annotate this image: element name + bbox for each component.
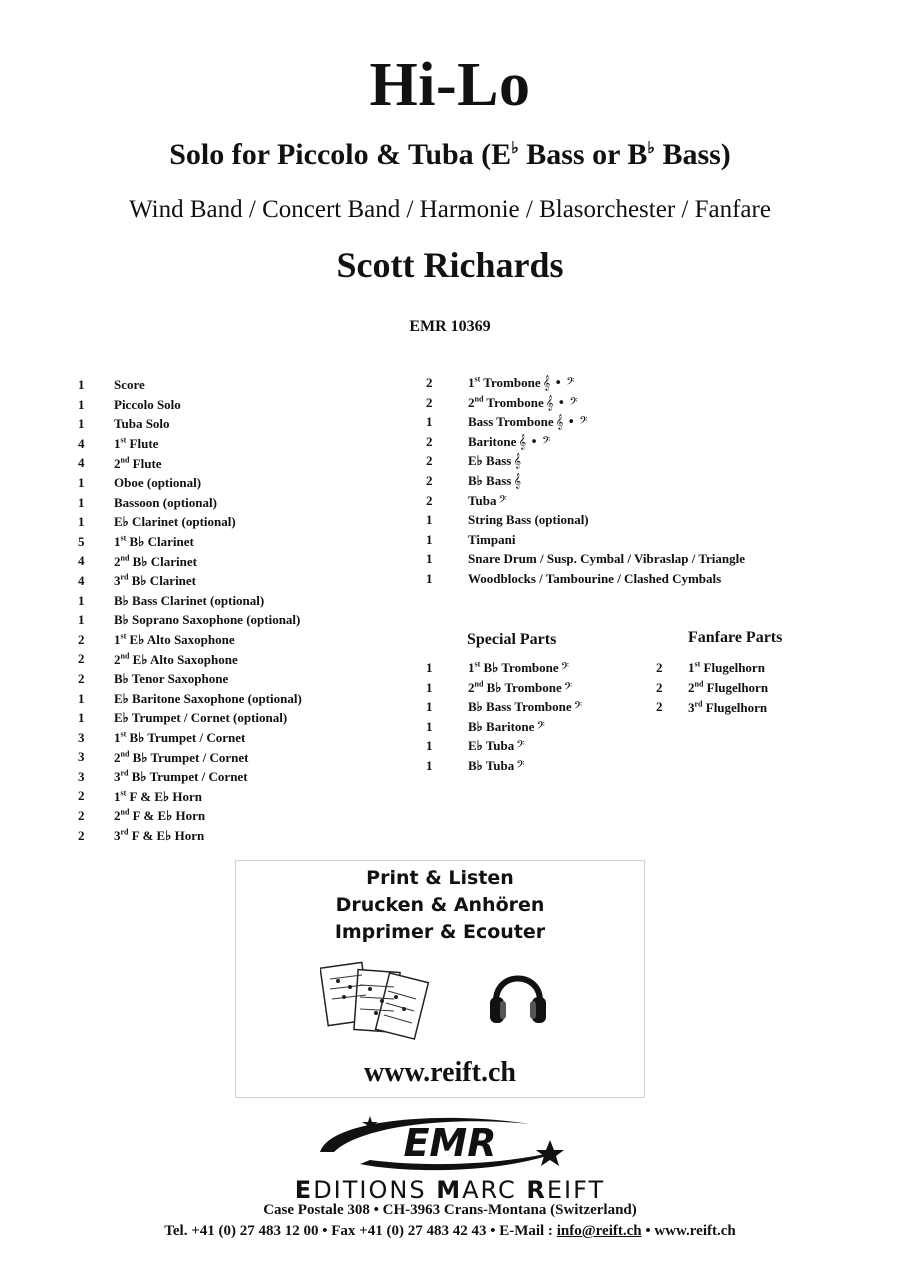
sheet-music-icon [320, 957, 430, 1047]
part-name [114, 769, 248, 785]
part-row [78, 828, 378, 848]
part-name [114, 573, 196, 589]
part-row [78, 808, 378, 828]
part-name [114, 749, 248, 765]
part-name [688, 699, 767, 715]
part-row [78, 495, 378, 515]
part-quantity: 1 [426, 699, 433, 715]
part-quantity: 1 [426, 531, 433, 547]
special-parts-heading: Special Parts [467, 631, 557, 648]
part-quantity: 4 [78, 553, 85, 569]
part-row [426, 395, 826, 415]
fanfare-part-row [656, 699, 856, 719]
special-part-row [426, 738, 646, 758]
publisher-contact [0, 1223, 900, 1240]
part-quantity: 1 [426, 757, 433, 773]
part-name [468, 453, 521, 469]
part-quantity: 1 [78, 612, 85, 628]
clef-icon: 𝄢 [563, 680, 573, 696]
part-label: 2nd B♭ Trumpet / Cornet [114, 749, 249, 765]
part-quantity: 2 [78, 631, 85, 647]
part-row [78, 730, 378, 750]
part-quantity: 1 [426, 679, 433, 695]
clef-icon: 𝄞 [513, 473, 522, 489]
part-label: B♭ Tuba [468, 757, 515, 773]
logo-text: EMR [403, 1121, 497, 1165]
part-label: E♭ Tuba [468, 738, 515, 754]
part-label: 2nd B♭ Trombone [468, 679, 562, 695]
part-quantity: 2 [656, 660, 663, 675]
print-listen-box [235, 860, 645, 1098]
part-quantity: 2 [78, 788, 85, 804]
part-name [468, 473, 521, 489]
part-label: 3rd B♭ Clarinet [114, 572, 197, 589]
part-quantity: 2 [78, 808, 85, 824]
part-row [78, 397, 378, 417]
part-label: 1st F & E♭ Horn [114, 788, 202, 804]
contact-phone-fax: Tel. +41 (0) 27 483 12 00 • Fax +41 (0) 27 483 42 43 • E-Mail : [164, 1223, 557, 1239]
part-quantity: 2 [78, 670, 85, 686]
part-name [468, 551, 745, 567]
part-label: B♭ Bass [468, 472, 512, 488]
part-label: 3rd Flugelhorn [688, 699, 768, 715]
part-name [114, 436, 158, 452]
catalog-number: EMR 10369 [409, 318, 491, 335]
part-label: E♭ Baritone Saxophone (optional) [114, 690, 302, 706]
part-row [78, 416, 378, 436]
part-label: 2nd Flugelhorn [688, 679, 769, 695]
part-row [78, 436, 378, 456]
clef-icon: 𝄢 [498, 493, 507, 509]
clef-icon: 𝄞 • 𝄢 [542, 376, 575, 392]
part-quantity: 1 [78, 494, 85, 510]
part-name [688, 680, 768, 696]
part-label: 2nd Trombone [468, 394, 544, 410]
part-name [114, 612, 300, 628]
part-quantity: 1 [78, 474, 85, 490]
part-quantity: 1 [426, 660, 433, 675]
part-label: 3rd B♭ Trumpet / Cornet [114, 768, 248, 785]
part-row [78, 691, 378, 711]
contact-website: • www.reift.ch [641, 1223, 736, 1239]
part-quantity: 2 [426, 433, 433, 449]
part-name [114, 828, 204, 844]
part-row [426, 375, 826, 395]
part-quantity: 2 [426, 453, 433, 469]
part-label: String Bass (optional) [468, 512, 589, 528]
publisher-initial-r: R [526, 1176, 547, 1204]
special-parts-list [426, 660, 646, 778]
part-label: Snare Drum / Susp. Cymbal / Vibraslap / Triangle [468, 551, 746, 567]
part-row [78, 651, 378, 671]
part-label: E♭ Trumpet / Cornet (optional) [114, 710, 288, 726]
clef-icon: 𝄢 [573, 700, 583, 716]
part-row [78, 710, 378, 730]
special-part-row [426, 660, 646, 680]
part-quantity: 2 [656, 699, 663, 715]
part-quantity: 4 [78, 455, 85, 471]
part-name [114, 632, 235, 648]
part-quantity: 1 [426, 718, 433, 734]
part-row [426, 532, 826, 552]
part-quantity: 1 [426, 512, 433, 528]
special-part-row [426, 719, 646, 739]
fanfare-part-row [656, 680, 856, 700]
part-quantity: 5 [78, 533, 85, 549]
part-label: Woodblocks / Tambourine / Clashed Cymbals [468, 570, 722, 586]
part-label: B♭ Tenor Saxophone [114, 670, 229, 686]
part-quantity: 3 [78, 768, 85, 784]
part-row [78, 475, 378, 495]
part-name [114, 671, 228, 687]
part-row [426, 493, 826, 513]
clef-icon: 𝄢 [536, 719, 545, 735]
part-row [78, 514, 378, 534]
part-row [426, 473, 826, 493]
part-row [426, 414, 826, 434]
part-name [468, 493, 507, 509]
part-name [114, 808, 205, 824]
part-quantity: 1 [78, 396, 85, 412]
part-label: 1st Trombone [468, 375, 541, 391]
part-quantity: 2 [78, 827, 85, 843]
part-name [114, 710, 287, 726]
flat-sign: ♭ [647, 140, 655, 157]
part-label: B♭ Soprano Saxophone (optional) [114, 612, 301, 628]
part-quantity: 1 [78, 690, 85, 706]
part-quantity: 1 [426, 570, 433, 586]
part-row [78, 573, 378, 593]
part-name [468, 434, 550, 450]
part-label: 1st E♭ Alto Saxophone [114, 631, 235, 648]
part-label: Bass Trombone [468, 414, 554, 430]
part-quantity: 1 [78, 592, 85, 608]
fanfare-part-row [656, 660, 856, 680]
part-quantity: 2 [656, 679, 663, 695]
part-label: 1st B♭ Clarinet [114, 533, 194, 550]
part-name [468, 719, 545, 735]
part-quantity: 1 [78, 710, 85, 726]
clef-icon: 𝄢 [560, 661, 570, 677]
part-label: B♭ Bass Trombone [468, 699, 572, 715]
part-name [468, 699, 582, 715]
part-quantity: 1 [78, 416, 85, 432]
promo-line-french: Imprimer & Ecouter [334, 921, 546, 943]
part-name [114, 553, 197, 569]
part-row [78, 534, 378, 554]
part-name [468, 738, 525, 754]
piece-subtitle [0, 138, 900, 172]
part-quantity: 2 [426, 394, 433, 410]
part-name [114, 514, 236, 530]
part-row [78, 749, 378, 769]
subtitle-part-3: Bass) [654, 138, 731, 171]
headphones-icon [486, 957, 550, 1031]
part-name [468, 395, 578, 411]
part-label: Oboe (optional) [114, 474, 202, 490]
emr-logo [300, 1106, 600, 1176]
part-name [114, 730, 245, 746]
part-row [426, 512, 826, 532]
part-row [78, 553, 378, 573]
part-label: 2nd B♭ Clarinet [114, 553, 197, 569]
part-label: 1st B♭ Trombone [468, 660, 559, 676]
part-label: 1st B♭ Trumpet / Cornet [114, 729, 246, 746]
part-label: 2nd E♭ Alto Saxophone [114, 651, 238, 667]
part-name [468, 660, 569, 676]
special-part-row [426, 680, 646, 700]
flat-sign: ♭ [511, 140, 519, 157]
promo-line-english: Print & Listen [366, 867, 514, 889]
promo-line-german: Drucken & Anhören [335, 894, 545, 916]
website-url[interactable]: www.reift.ch [364, 1057, 516, 1088]
part-name [468, 512, 589, 528]
part-row [78, 455, 378, 475]
part-label: 1st Flugelhorn [688, 660, 765, 676]
part-name [114, 377, 145, 393]
part-label: Timpani [468, 531, 516, 547]
part-label: 2nd Flute [114, 455, 162, 471]
part-row [78, 612, 378, 632]
composer-name: Scott Richards [336, 245, 564, 285]
clef-icon: 𝄞 [513, 454, 522, 470]
part-name [114, 788, 202, 804]
part-quantity: 1 [426, 551, 433, 567]
part-quantity: 3 [78, 749, 85, 765]
parts-list-right [426, 375, 826, 591]
clef-icon: 𝄢 [516, 758, 525, 774]
parts-list-left [78, 377, 378, 847]
part-label: 1st Flute [114, 435, 159, 452]
part-row [78, 593, 378, 613]
part-row [426, 434, 826, 454]
part-name [114, 455, 162, 471]
part-quantity: 3 [78, 729, 85, 745]
part-name [468, 680, 572, 696]
publisher-initial-e: E [294, 1176, 314, 1204]
part-name [468, 532, 515, 548]
part-quantity: 1 [426, 414, 433, 430]
clef-icon: 𝄞 • 𝄢 [518, 434, 551, 450]
part-name [114, 651, 238, 667]
part-row [78, 788, 378, 808]
clef-icon: 𝄞 • 𝄢 [545, 395, 578, 411]
part-quantity: 2 [426, 492, 433, 508]
part-name [468, 375, 575, 391]
publisher-word-1: DITIONS [313, 1176, 437, 1204]
part-label: Tuba [468, 492, 497, 508]
part-label: Bassoon (optional) [114, 494, 217, 510]
part-row [426, 551, 826, 571]
part-quantity: 4 [78, 572, 85, 588]
email-link[interactable]: info@reift.ch [556, 1223, 642, 1239]
part-row [426, 453, 826, 473]
part-name [468, 758, 525, 774]
special-part-row [426, 699, 646, 719]
publisher-address: Case Postale 308 • CH-3963 Crans-Montana (Switzerland) [263, 1202, 637, 1218]
fanfare-parts-list [656, 660, 856, 719]
part-name [468, 414, 588, 430]
part-row [78, 632, 378, 652]
part-quantity: 1 [78, 377, 85, 392]
part-name [688, 660, 765, 676]
part-label: B♭ Baritone [468, 718, 535, 734]
part-label: Score [114, 377, 145, 392]
ensemble-types: Wind Band / Concert Band / Harmonie / Blasorchester / Fanfare [129, 196, 771, 223]
part-name [114, 416, 170, 432]
part-name [468, 571, 721, 587]
part-label: 3rd F & E♭ Horn [114, 827, 205, 843]
part-label: E♭ Clarinet (optional) [114, 514, 236, 530]
part-quantity: 2 [78, 651, 85, 667]
part-label: Baritone [468, 433, 517, 449]
part-label: E♭ Bass [468, 453, 512, 469]
subtitle-part-2: Bass or B [518, 138, 648, 171]
part-name [114, 397, 181, 413]
part-name [114, 691, 302, 707]
part-name [114, 534, 194, 550]
piece-title: Hi-Lo [369, 51, 531, 119]
publisher-name [0, 1176, 900, 1204]
part-row [78, 671, 378, 691]
part-quantity: 1 [78, 514, 85, 530]
subtitle-part-1: Solo for Piccolo & Tuba (E [169, 138, 512, 171]
part-name [114, 495, 217, 511]
part-quantity: 4 [78, 435, 85, 451]
part-label: B♭ Bass Clarinet (optional) [114, 592, 265, 608]
fanfare-parts-heading: Fanfare Parts [688, 629, 783, 646]
part-label: Piccolo Solo [114, 396, 181, 412]
part-row [426, 571, 826, 591]
part-name [114, 593, 264, 609]
part-label: Tuba Solo [114, 416, 170, 432]
part-quantity: 1 [426, 738, 433, 754]
publisher-word-3: EIFT [546, 1176, 606, 1204]
publisher-word-2: ARC [462, 1176, 527, 1204]
part-quantity: 2 [426, 472, 433, 488]
clef-icon: 𝄞 • 𝄢 [555, 415, 588, 431]
part-row [78, 377, 378, 397]
part-quantity: 2 [426, 375, 433, 390]
publisher-initial-m: M [436, 1176, 463, 1204]
part-label: 2nd F & E♭ Horn [114, 808, 206, 824]
part-name [114, 475, 201, 491]
clef-icon: 𝄢 [516, 739, 525, 755]
special-part-row [426, 758, 646, 778]
part-row [78, 769, 378, 789]
